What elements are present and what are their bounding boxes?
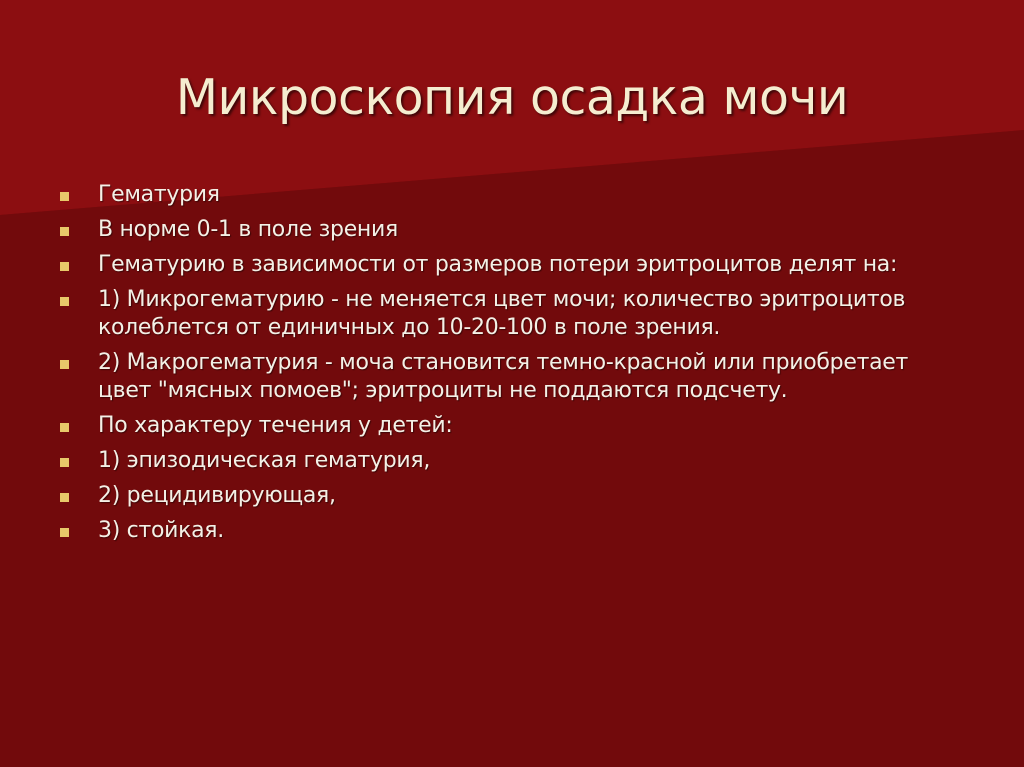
square-bullet-icon — [60, 227, 69, 236]
bullet-text: 2) рецидивирующая, — [98, 483, 336, 508]
bullet-item — [60, 286, 960, 342]
bullet-text: 1) Микрогематурию - не меняется цвет мочи; количество эритроцитов колеблется от единичных до 10-20-100 в поле зрения. — [98, 287, 906, 340]
square-bullet-icon — [60, 192, 69, 201]
slide-title: Микроскопия осадка мочи — [175, 69, 849, 126]
square-bullet-icon — [60, 528, 69, 537]
bullet-text: 3) стойкая. — [98, 518, 224, 543]
square-bullet-icon — [60, 458, 69, 467]
bullet-item — [60, 482, 960, 510]
bullet-item — [60, 251, 960, 279]
bullet-text: 2) Макрогематурия - моча становится темно-красной или приобретает цвет "мясных помоев"; эритроциты не поддаются подсчету. — [98, 350, 909, 403]
bullet-list — [60, 181, 960, 552]
bullet-text: В норме 0-1 в поле зрения — [98, 217, 398, 242]
square-bullet-icon — [60, 360, 69, 369]
bullet-item — [60, 216, 960, 244]
square-bullet-icon — [60, 297, 69, 306]
square-bullet-icon — [60, 423, 69, 432]
square-bullet-icon — [60, 262, 69, 271]
square-bullet-icon — [60, 493, 69, 502]
bullet-item — [60, 412, 960, 440]
bullet-item — [60, 349, 960, 405]
bullet-text: Гематурию в зависимости от размеров потери эритроцитов делят на: — [98, 252, 898, 277]
bullet-item — [60, 447, 960, 475]
bullet-text: По характеру течения у детей: — [98, 413, 453, 438]
bullet-text: 1) эпизодическая гематурия, — [98, 448, 431, 473]
bullet-item — [60, 517, 960, 545]
bullet-text: Гематурия — [98, 182, 220, 207]
bullet-item — [60, 181, 960, 209]
